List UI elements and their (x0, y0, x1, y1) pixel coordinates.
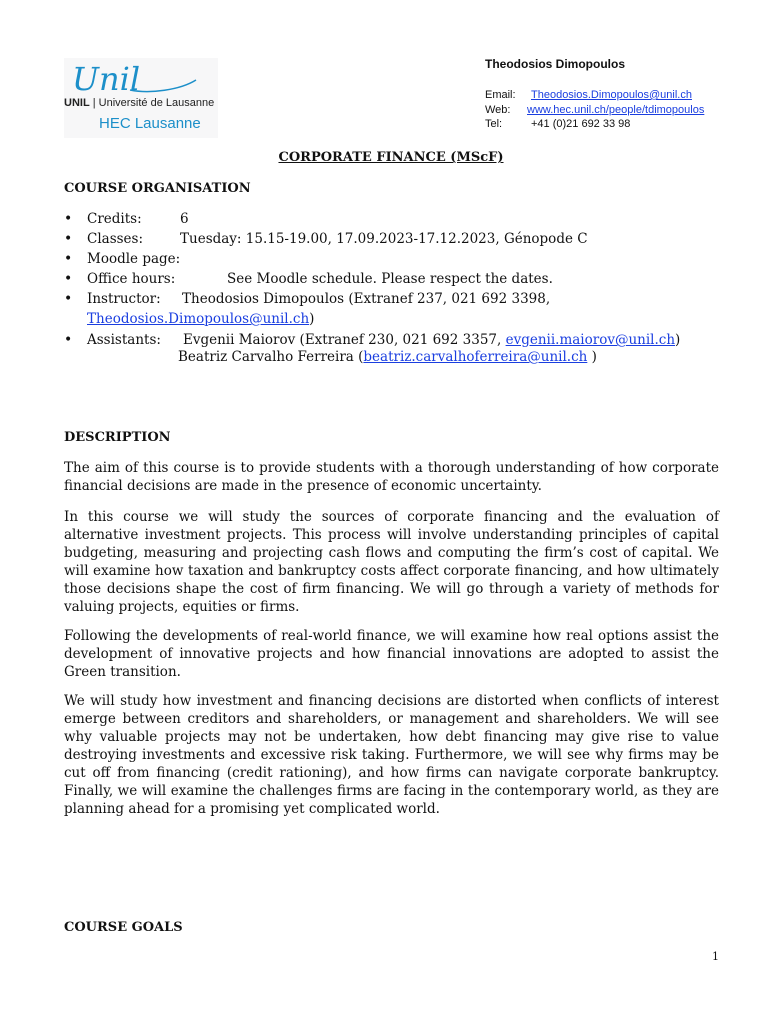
list-item-credits: • Credits: 6 (64, 209, 744, 229)
tel-value: +41 (0)21 692 33 98 (531, 118, 631, 130)
tel-label: Tel: (485, 118, 503, 130)
heading-course-goals: COURSE GOALS (64, 920, 183, 935)
heading-description: DESCRIPTION (64, 430, 171, 445)
contact-name: Theodosios Dimopoulos (485, 57, 625, 71)
logo-unil-text: Unil (72, 60, 141, 98)
contact-tel-row (485, 118, 630, 130)
list-item-instructor: • Instructor: Theodosios Dimopoulos (Extranef 237, 021 692 3398, Theodosios.Dimopoulos@unil.ch) (64, 289, 744, 329)
description-paragraph-1: The aim of this course is to provide students with a thorough understanding of how corporate financial decisions are made in the presence of economic uncertainty. (64, 460, 719, 494)
list-item-assistants: • Assistants: Evgenii Maiorov (Extranef 230, 021 692 3357, evgenii.maiorov@unil.ch) Beatriz Carvalho Ferreira (beatriz.carvalhoferreira@unil.ch ) (64, 332, 744, 366)
description-paragraph-2: In this course we will study the sources of corporate financing and the evaluation of alternative investment projects. This process will involve understanding principles of capital budgeting, measuring and projecting cash flows and computing the firm’s cost of capital. We will examine how taxation and bankruptcy costs affect corporate financing, and how ultimately those decisions shape the cost of firm financing. We will go through a variety of methods for valuing projects, equities or firms. (64, 509, 719, 615)
contact-web-row (485, 104, 704, 116)
contact-email-row (485, 89, 692, 101)
email-label: Email: (485, 89, 516, 101)
instructor-email-link[interactable]: Theodosios.Dimopoulos@unil.ch (87, 311, 310, 327)
organisation-list (64, 209, 744, 366)
document-title: CORPORATE FINANCE (MScF) (278, 150, 504, 165)
list-item-classes: • Classes: Tuesday: 15.15-19.00, 17.09.2023-17.12.2023, Génopode C (64, 229, 744, 249)
assistant1-email-link[interactable]: evgenii.maiorov@unil.ch (505, 332, 676, 348)
list-item-office-hours: • Office hours: See Moodle schedule. Please respect the dates. (64, 269, 744, 289)
description-paragraph-3: Following the developments of real-world finance, we will examine how real options assist the development of innovative projects and how financial innovations are adopted to assist the Green transition. (64, 628, 719, 680)
web-link[interactable]: www.hec.unil.ch/people/tdimopoulos (527, 104, 705, 116)
email-link[interactable]: Theodosios.Dimopoulos@unil.ch (531, 89, 692, 101)
page-number: 1 (712, 950, 719, 963)
heading-course-organisation: COURSE ORGANISATION (64, 181, 251, 196)
description-paragraph-4: We will study how investment and financing decisions are distorted when conflicts of interest emerge between creditors and shareholders, or management and shareholders. We will see why valuable projects may not be undertaken, how debt financing may give rise to value destroying investments and excessive risk taking. Furthermore, we will see why firms may be cut off from financing (credit rationing), and how firms can navigate corporate bankruptcy. Finally, we will examine the challenges firms are facing in the contemporary world, as they are planning ahead for a promising yet complicated world. (64, 693, 719, 817)
logo-university-line: UNIL | Université de Lausanne (64, 97, 215, 109)
list-item-moodle: • Moodle page: (64, 249, 744, 269)
logo-hec-line: HEC Lausanne (99, 115, 201, 132)
web-label: Web: (485, 104, 511, 116)
assistant2-email-link[interactable]: beatriz.carvalhoferreira@unil.ch (363, 349, 588, 365)
unil-wordmark-icon (70, 60, 200, 100)
unil-hec-logo (64, 58, 218, 138)
